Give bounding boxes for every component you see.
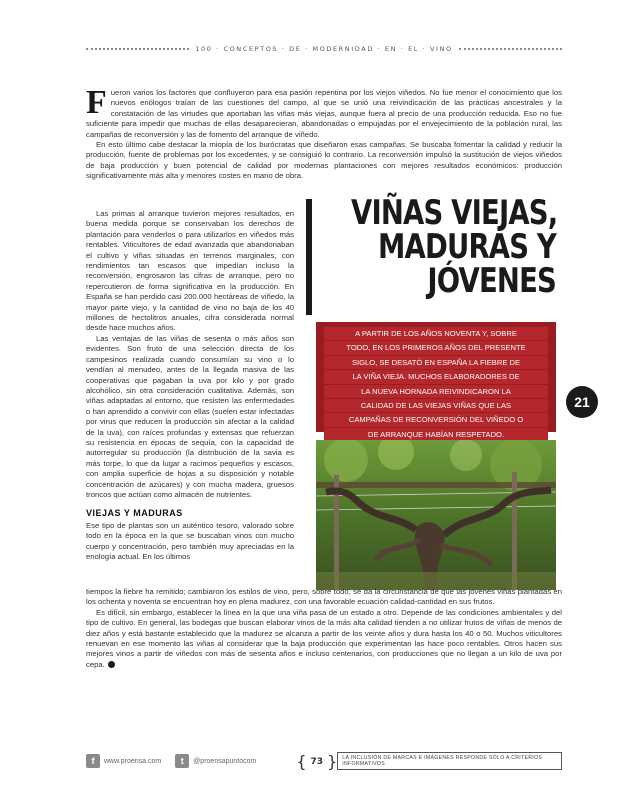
twitter-icon[interactable]: t bbox=[175, 754, 189, 768]
footer-web-link[interactable] bbox=[86, 754, 161, 768]
running-header bbox=[86, 44, 562, 54]
left-column bbox=[86, 209, 294, 562]
pull-quote-line: LA NUEVA HORNADA REIVINDICARON LA bbox=[324, 385, 548, 398]
article-title-block bbox=[306, 193, 558, 300]
pull-quote-line: TODO, EN LOS PRIMEROS AÑOS DEL PRESENTE bbox=[324, 341, 548, 354]
header-dots-right bbox=[459, 48, 562, 50]
pull-quote-line: DE ARRANQUE HABÍAN RESPETADO. bbox=[324, 428, 548, 441]
column-paragraph-3: Ese tipo de plantas son un auténtico tesoro, valorado sobre todo en la época en la que se buscaban vinos con mucho cuerpo y concentración, pero también muy apreciadas en la enología actual. En los últimos bbox=[86, 520, 294, 561]
footer-disclaimer: LA INCLUSIÓN DE MARCAS E IMÁGENES RESPONDE SÓLO A CRITERIOS INFORMATIVOS bbox=[337, 752, 562, 770]
intro-paragraph-2: En esto último cabe destacar la miopía de los burócratas que diseñaron esas campañas. Se buscaba fomentar la calidad y reducir la producción, fuente de problemas por los excedentes, y se consiguió lo contrario. La reconversión impulsó la sustitución de viejos viñedos de baja producción y buen potencial de calidad por modernas plantaciones con mejores resultados económicos: producción significativamente más alta y menores costes en mano de obra. bbox=[86, 140, 562, 181]
end-mark-icon bbox=[108, 661, 115, 668]
header-dots-left bbox=[86, 48, 189, 50]
title-accent-bar bbox=[306, 199, 312, 315]
facebook-icon[interactable]: f bbox=[86, 754, 100, 768]
pull-quote-line: CALIDAD DE LAS VIEJAS VIÑAS QUE LAS bbox=[324, 399, 548, 412]
bottom-paragraph-1: tiempos la fiebre ha remitido; cambiaron los estilos de vino, pero, sobre todo, se da la circunstancia de que las jóvenes viñas plantadas en los ochenta y noventa se encuentran hoy en plena madurez, con una favorable ecuación calidad-cantidad en sus frutos. bbox=[86, 587, 562, 607]
intro-text bbox=[86, 84, 562, 182]
header-title: 100 · CONCEPTOS · DE · MODERNIDAD · EN · EL · VINO bbox=[195, 45, 453, 53]
intro-paragraph-1: Fueron varios los factores que confluyeron para esa pasión repentina por los viejos viñedos. No fue menor el conocimiento que los nuevos enólogos traían de las cuestiones del campo, al que se unió una reivindicación de las prácticas ancestrales y la constatación de las virtudes que aportaban las viñas más viejas, aunque fuera al precio de una producción reducida. Eso no fue suficiente para impedir que muchas de ellas desaparecieran, abandonadas o empujadas por el envejecimiento de la población rural, las campañas de reconversión y las de fomento del arranque de viñedo. bbox=[86, 84, 562, 139]
footer-twitter-link[interactable] bbox=[175, 754, 256, 768]
column-paragraph-1: Las primas al arranque tuvieron mejores resultados, en buena medida porque se conservaban los derechos de plantación para venderlos o para utilizarlos en viñedos más rentables. Viticultores de edad avanzada que abandonaban el cultivo y viñas situadas en terrenos marginales, con rendimientos tan escasos que impedían incluso la reconversión, engrosaron las cifras de arranque, pero no repercutieron de forma significativa en la producción. En España se han perdido casi 200.000 hectáreas de viñedo, la mayor parte viejo, y la cantidad de vino no baja de los 40 millones de hectolitros anuales, cifra considerada normal desde hace muchos años. bbox=[86, 209, 294, 333]
page-footer bbox=[86, 750, 562, 772]
concept-number-badge: 21 bbox=[566, 386, 598, 418]
pull-quote-line: SIGLO, SE DESATÓ EN ESPAÑA LA FIEBRE DE bbox=[324, 356, 548, 369]
vine-illustration bbox=[316, 440, 556, 590]
bottom-text bbox=[86, 587, 562, 670]
pull-quote-line: CAMPAÑAS DE RECONVERSIÓN DEL VIÑEDO O bbox=[324, 413, 548, 426]
section-subheading: VIEJAS Y MADURAS bbox=[86, 508, 183, 519]
footer-twitter-text: @proensapuntocom bbox=[193, 757, 257, 765]
bottom-paragraph-2: Es difícil, sin embargo, establecer la línea en la que una viña pasa de un estado a otro. Depende de las condiciones ambientales y del tipo de cultivo. En general, las bodegas que buscan elaborar vinos de la más alta calidad tienden a no utilizar frutos de viñas de menos de diez años y está bastante establecido que la madurez se alcanza a partir de los veinte años y dura hasta los 40 o 50. Muchos viticultores renuevan en ese momento las viñas al considerar que la baja producción que experimentan las hace poco rentables. Otros hacen sus mejores vinos a partir de viñedos con más de sesenta años e incluso centenarios, con producciones que no llegan a un kilo de uva por cepa. bbox=[86, 607, 562, 669]
pull-quote bbox=[316, 322, 556, 439]
footer-web-text: www.proensa.com bbox=[104, 757, 162, 765]
column-paragraph-2: Las ventajas de las viñas de sesenta o más años son evidentes. Son fruto de una selección directa de los campesinos realizada cuando consumían su vino o lo vendían al menudeo, antes de la llegada masiva de las cooperativas que pagaban la uva por kilo y por grado alcohólico, sin otra consideración cualitativa. Además, son viñas adaptadas al entorno, que resisten las enfermedades o han aprendido a convivir con ellas (suelen estar infectadas por virus que reducen la producción sin afectar a la calidad de la uva), con raíces profundas y extensas que refuerzan su resistencia en épocas de sequía, con la capacidad de autorregular su producción (la distribución de la savia es más torpe, lo que da lugar a racimos pequeños y escasos, con amplia superficie de hojas a su disposición y notable concentración de azúcares) y con mucha madera, gruesos troncos que actúan como almacén de nutrientes. bbox=[86, 333, 294, 499]
drop-cap: F bbox=[86, 84, 107, 121]
article-title: VIÑAS VIEJAS, MADURAS Y JÓVENES bbox=[351, 193, 558, 300]
pull-quote-line: A PARTIR DE LOS AÑOS NOVENTA Y, SOBRE bbox=[324, 327, 548, 340]
pull-quote-line: LA VIÑA VIEJA. MUCHOS ELABORADORES DE bbox=[324, 370, 548, 383]
page-number: { 73 } bbox=[296, 751, 338, 771]
old-vine-photo bbox=[316, 440, 556, 590]
